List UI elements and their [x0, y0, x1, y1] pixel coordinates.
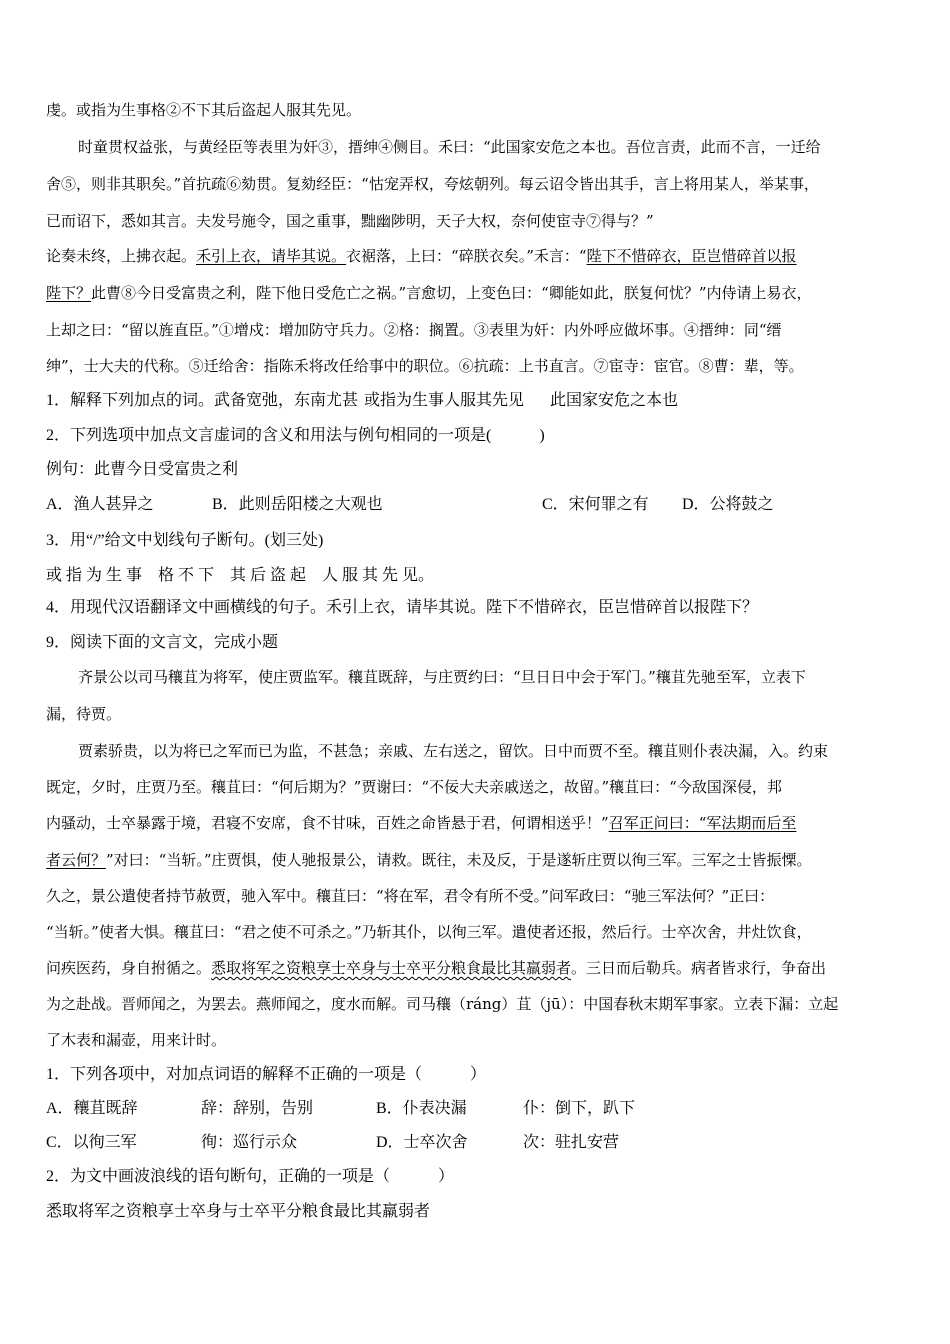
passage-line: 为之赴战。晋师闻之，为罢去。燕师闻之，度水而解。司马穰（ráng）苴（jū）：中国春秋末期军事家。立表下漏：立起 [46, 995, 839, 1013]
option-c[interactable]: C．以徇三军 [46, 1134, 137, 1151]
passage-line: 已而诏下，悉如其言。夫发号施令，国之重事，黜幽陟明，天子大权，奈何使宦寺⑦得与？” [46, 212, 654, 230]
passage-line [46, 813, 908, 833]
passage-line [46, 958, 908, 978]
passage-line: 漏，待贾。 [46, 705, 122, 723]
option-d[interactable]: D．公将鼓之 [682, 496, 774, 513]
option-a[interactable]: A．穰苴既辞 [46, 1100, 138, 1117]
wavy-underlined-sentence: 悉取将军之资粮享士卒身与士卒平分粮食最比其羸弱者 [211, 959, 572, 977]
text-run: 。三日而后勒兵。病者皆求行，争奋出 [571, 959, 827, 977]
underlined-sentence: 陛下？ [46, 284, 92, 302]
segmentation-sentence: 或 指 为 生 事 格 不 下 其 后 盗 起 人 服 其 先 见。 [46, 567, 435, 584]
option-b[interactable]: B．仆表决漏 [376, 1100, 467, 1117]
passage-line: 久之，景公遣使者持节赦贾，驰入军中。穰苴曰：“将在军，君令有所不受。”问军政曰：“驰三军法何？”正曰： [46, 887, 775, 905]
passage-line [46, 283, 908, 303]
option-b-gloss: 仆：倒下，趴下 [523, 1100, 636, 1117]
passage-line: “当斩。”使者大惧。穰苴曰：“君之使不可杀之。”乃斩其仆，以徇三军。遣使者还报，然后行。士卒次舍，井灶饮食， [46, 923, 812, 941]
passage-line [46, 246, 908, 266]
passage-line: 了木表和漏壶，用来计时。 [46, 1031, 227, 1049]
question-1 [46, 391, 908, 411]
option-a-gloss: 辞：辞别，告别 [201, 1100, 314, 1117]
option-d-gloss: 次：驻扎安营 [523, 1134, 620, 1151]
passage-line: 绅”，士大夫的代称。⑤迁给舍：指陈禾将改任给事中的职位。⑥抗疏：上书直言。⑦宦寺：宦官。⑧曹：辈，等。 [46, 357, 804, 375]
wavy-sentence-copy: 悉取将军之资粮享士卒身与士卒平分粮食最比其羸弱者 [46, 1203, 431, 1220]
passage-line: 齐景公以司马穰苴为将军，使庄贾监军。穰苴既辞，与庄贾约曰：“旦日日中会于军门。”穰苴先驰至军，立表下 [78, 668, 806, 686]
passage-line: 虔。或指为生事格②不下其后盗起人服其先见。 [46, 101, 362, 119]
passage-line [46, 850, 908, 870]
text-run: 内骚动，士卒暴露于境，君寝不安席，食不甘味，百姓之命皆悬于君，何谓相送乎！” [46, 814, 609, 832]
underlined-sentence: 禾引上衣，请毕其说。 [196, 247, 347, 265]
passage-line: 时童贯权益张，与黄经臣等表里为奸③，搢绅④侧目。禾曰：“此国家安危之本也。吾位言责，此而不言，一迁给 [78, 138, 821, 156]
passage-line: 既定，夕时，庄贾乃至。穰苴曰：“何后期为？”贾谢曰：“不佞大夫亲戚送之，故留。”穰苴曰：“今敌国深侵，邦 [46, 778, 782, 796]
question-text: 1．解释下列加点的词。武备宽弛，东南尤甚 [46, 392, 359, 409]
example-sentence: 例句：此曹今日受富贵之利 [46, 461, 239, 478]
option-c-gloss: 徇：巡行示众 [201, 1134, 298, 1151]
question-text: 此国家安危之本也 [550, 392, 679, 409]
question-9-2: 2．为文中画波浪线的语句断句，正确的一项是（ ） [46, 1168, 455, 1185]
question-9-1: 1．下列各项中，对加点词语的解释不正确的一项是（ ） [46, 1066, 487, 1083]
underlined-sentence: 者云何？ [46, 851, 107, 869]
text-run: ”对曰：“当斩。”庄贾惧，使人驰报景公，请救。既往，未及反，于是遂斩庄贾以徇三军。三军之士皆振慄。 [106, 851, 812, 869]
text-run: 衣裾落，上曰：“碎朕衣矣。”禾言：“ [346, 247, 587, 265]
passage-line: 贾素骄贵，以为将已之军而已为监，不甚急；亲戚、左右送之，留饮。日中而贾不至。穰苴则仆表决漏，入。约束 [78, 742, 829, 760]
option-a[interactable]: A．渔人甚异之 [46, 496, 154, 513]
text-run: 此曹⑧今日受富贵之利，陛下他日受危亡之祸。”言愈切，上变色曰：“卿能如此，朕复何忧？”内侍请上易衣， [91, 284, 812, 302]
passage-line: 舍⑤，则非其职矣。”首抗疏⑥劾贯。复劾经臣：“怙宠弄权，夸炫朝列。每云诏令皆出其手，言上将用某人，举某事， [46, 175, 819, 193]
passage-line: 上却之曰：“留以旌直臣。”①增戍：增加防守兵力。②格：搁置。③表里为奸：内外呼应做坏事。④搢绅：同“缙 [46, 321, 782, 339]
text-run: 问疾医药，身自拊循之。 [46, 959, 212, 977]
section-heading: 9．阅读下面的文言文，完成小题 [46, 634, 279, 651]
question-2: 2．下列选项中加点文言虚词的含义和用法与例句相同的一项是( ) [46, 427, 545, 444]
option-d[interactable]: D．士卒次舍 [376, 1134, 468, 1151]
question-text: 或指为生事人服其先见 [364, 392, 525, 409]
option-c[interactable]: C．宋何罪之有 [542, 496, 649, 513]
question-3: 3．用“/”给文中划线句子断句。(划三处) [46, 532, 324, 549]
underlined-sentence: 召军正问曰：“军法期而后至 [608, 814, 797, 832]
option-b[interactable]: B．此则岳阳楼之大观也 [212, 496, 383, 513]
text-run: 论奏未终，上拂衣起。 [46, 247, 197, 265]
question-4: 4．用现代汉语翻译文中画横线的句子。禾引上衣，请毕其说。陛下不惜碎衣，臣岂惜碎首以报陛下？ [46, 599, 759, 616]
underlined-sentence: 陛下不惜碎衣，臣岂惜碎首以报 [586, 247, 797, 265]
